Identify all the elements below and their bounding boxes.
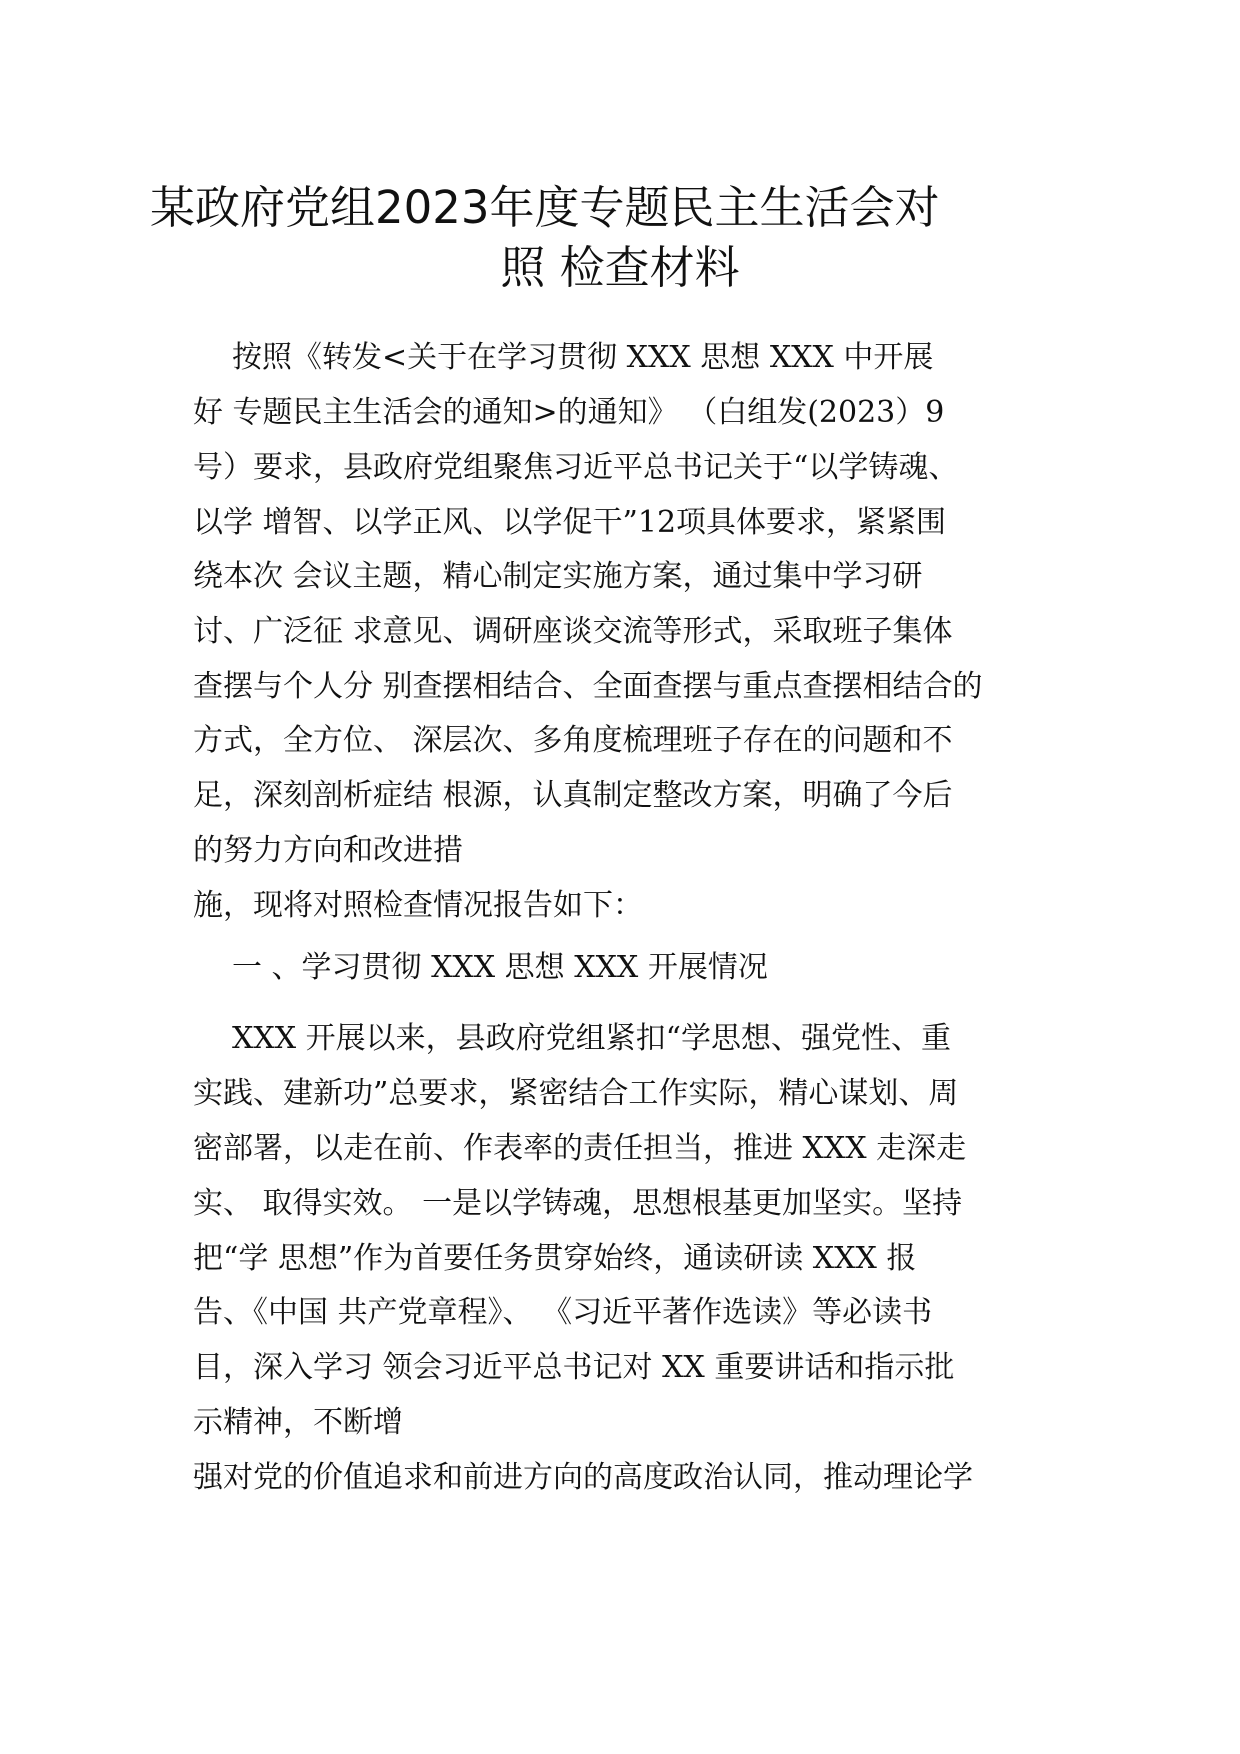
- body-line-18: 目，深入学习 领会习近平总书记对 XX 重要讲话和指示批: [193, 1350, 955, 1385]
- body-line-6: 讨、广泛征 求意见、调研座谈交流等形式，采取班子集体: [193, 614, 953, 649]
- body-line-4: 以学 增智、以学正风、以学促干”12项具体要求，紧紧围: [193, 505, 947, 540]
- body-line-13: 实践、建新功”总要求，紧密结合工作实际，精心谋划、周: [193, 1076, 959, 1111]
- body-line-3: 号）要求，县政府党组聚焦习近平总书记关于“以学铸魂、: [193, 450, 959, 485]
- document-title: [150, 178, 1090, 298]
- body-line-9: 足，深刻剖析症结 根源，认真制定整改方案，明确了今后: [193, 778, 953, 813]
- body-line-12: XXX 开展以来，县政府党组紧扣“学思想、强党性、重: [232, 1021, 951, 1056]
- body-line-7: 查摆与个人分 别查摆相结合、全面查摆与重点查摆相结合的: [193, 669, 983, 704]
- body-line-2: 好 专题民主生活会的通知>的通知》 （白组发(2023）9: [193, 395, 945, 430]
- body-line-10: 的努力方向和改进措: [193, 833, 463, 868]
- title-line-2: 照 检查材料: [500, 241, 740, 294]
- body-line-14: 密部署，以走在前、作表率的责任担当，推进 XXX 走深走: [193, 1131, 967, 1166]
- body-line-1: 按照《转发<关于在学习贯彻 XXX 思想 XXX 中开展: [232, 340, 934, 375]
- body-line-5: 绕本次 会议主题，精心制定实施方案，通过集中学习研: [193, 559, 923, 594]
- body-line-19: 示精神，不断增: [193, 1405, 403, 1440]
- body-line-11: 施，现将对照检查情况报告如下：: [193, 888, 643, 923]
- title-line-1: 某政府党组2023年度专题民主生活会对: [150, 181, 940, 234]
- body-line-17: 告、《中国 共产党章程》、 《习近平著作选读》等必读书: [193, 1295, 933, 1330]
- body-line-15: 实、 取得实效。 一是以学铸魂，思想根基更加坚实。坚持: [193, 1186, 963, 1221]
- body-line-20: 强对党的价值追求和前进方向的高度政治认同，推动理论学: [193, 1460, 973, 1495]
- section-heading-1: 一 、学习贯彻 XXX 思想 XXX 开展情况: [232, 950, 768, 985]
- body-line-16: 把“学 思想”作为首要任务贯穿始终，通读研读 XXX 报: [193, 1241, 917, 1276]
- body-line-8: 方式，全方位、 深层次、多角度梳理班子存在的问题和不: [193, 723, 953, 758]
